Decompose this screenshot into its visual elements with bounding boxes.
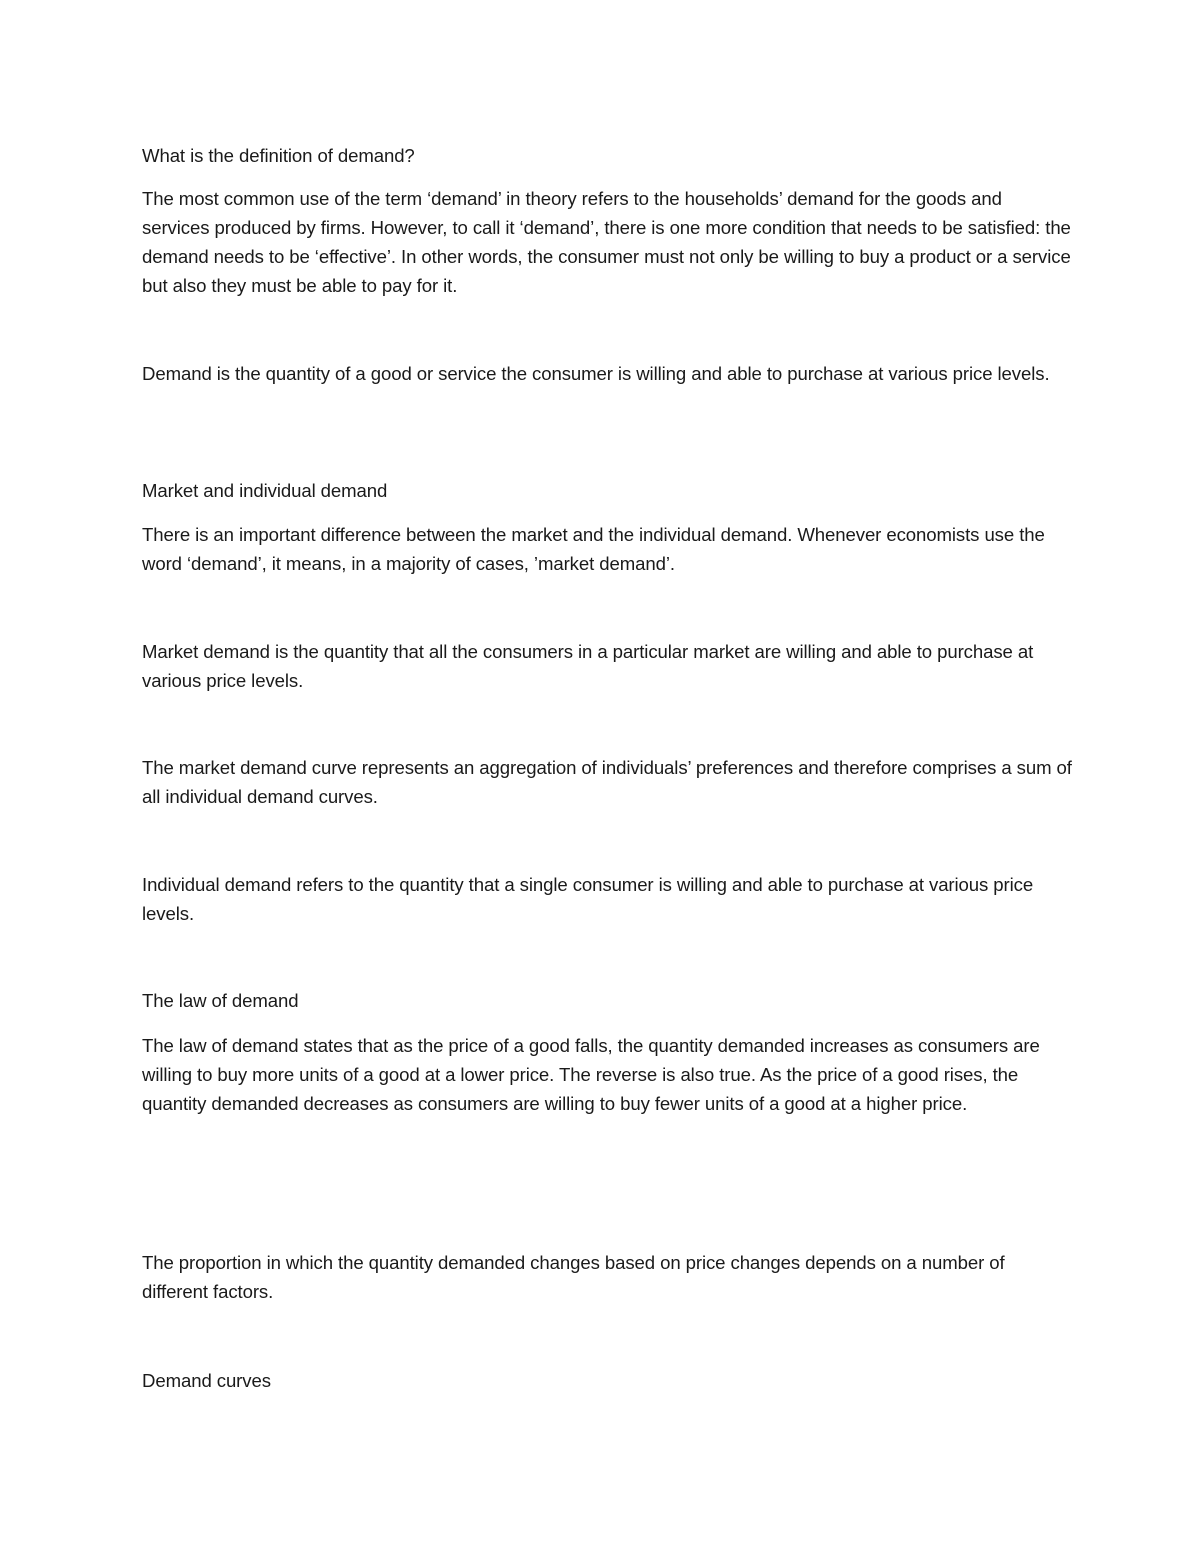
paragraph-market-demand-curve: The market demand curve represents an aggregation of individuals’ preferences and therefore comprises a sum of all individual demand curves. [142, 757, 1072, 807]
paragraph-proportion-factors: The proportion in which the quantity demanded changes based on price changes depends on a number of different factors. [142, 1252, 1005, 1302]
heading-definition-of-demand: What is the definition of demand? [142, 145, 415, 166]
heading-market-and-individual-demand: Market and individual demand [142, 480, 388, 501]
paragraph-law-of-demand: The law of demand states that as the price of a good falls, the quantity demanded increases as consumers are willing to buy more units of a good at a lower price. The reverse is also true. As the price of a good rises, the quantity demanded decreases as consumers are willing to buy fewer units of a good at a higher price. [142, 1035, 1040, 1114]
paragraph-market-demand: Market demand is the quantity that all the consumers in a particular market are willing and able to purchase at various price levels. [142, 641, 1034, 691]
paragraph-market-vs-individual: There is an important difference between the market and the individual demand. Whenever economists use the word ‘demand’, it means, in a majority of cases, ’market demand’. [142, 524, 1045, 574]
heading-law-of-demand: The law of demand [142, 990, 299, 1011]
paragraph-individual-demand: Individual demand refers to the quantity that a single consumer is willing and able to purchase at various price levels. [142, 874, 1034, 924]
paragraph-demand-definition: Demand is the quantity of a good or service the consumer is willing and able to purchase at various price levels. [142, 363, 1050, 384]
heading-demand-curves: Demand curves [142, 1370, 271, 1391]
paragraph-demand-intro: The most common use of the term ‘demand’ in theory refers to the households’ demand for the goods and services produced by firms. However, to call it ‘demand’, there is one more condition that needs to be satisfied: the demand needs to be ‘effective’. In other words, the consumer must not only be willing to buy a product or a service but also they must be able to pay for it. [142, 188, 1071, 296]
